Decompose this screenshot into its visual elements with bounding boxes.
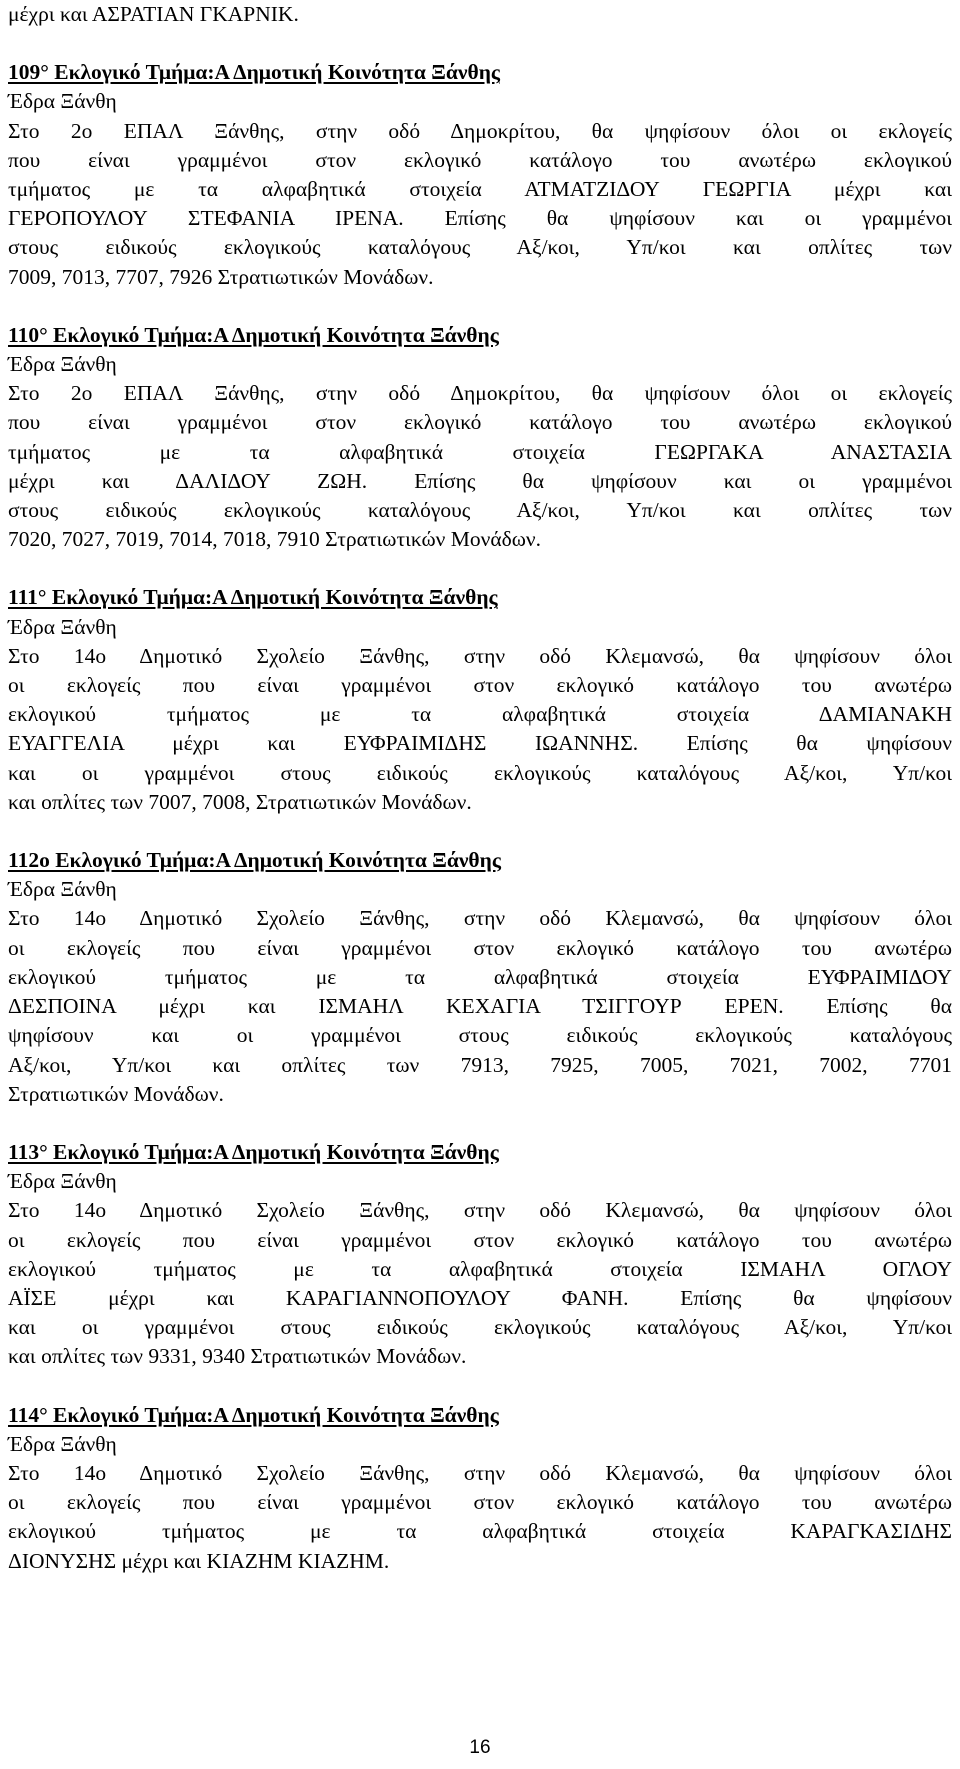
section-body-line: που είναι γραμμένοι στον εκλογικό κατάλογο του ανωτέρω εκλογικού [8, 410, 952, 435]
section-body-line: τμήματος με τα αλφαβητικά στοιχεία ΑΤΜΑΤΖΙΔΟΥ ΓΕΩΡΓΙΑ μέχρι και [8, 177, 952, 202]
section-body-line: οι εκλογείς που είναι γραμμένοι στον εκλογικό κατάλογο του ανωτέρω [8, 935, 952, 960]
section-body-line: Στρατιωτικών Μονάδων. [8, 1081, 224, 1106]
section-body-line: εκλογικού τμήματος με τα αλφαβητικά στοιχεία ΕΥΦΡΑΙΜΙΔΟΥ [8, 964, 952, 989]
section-body-line: 7009, 7013, 7707, 7926 Στρατιωτικών Μονάδων. [8, 264, 434, 289]
section-heading: 113° Εκλογικό Τμήμα:Α Δημοτική Κοινότητα Ξάνθης [8, 1139, 499, 1164]
intro-line: μέχρι και ΑΣΡΑΤΙΑΝ ΓΚΑΡΝΙΚ. [8, 2, 299, 26]
section-body-line: Στο 2ο ΕΠΑΛ Ξάνθης, στην οδό Δημοκρίτου, θα ψηφίσουν όλοι οι εκλογείς [8, 381, 952, 406]
section-body-line: ΔΙΟΝΥΣΗΣ μέχρι και ΚΙΑΖΗΜ ΚΙΑΖΗΜ. [8, 1548, 390, 1573]
section-body-line: και οι γραμμένοι στους ειδικούς εκλογικούς καταλόγους Αξ/κοι, Υπ/κοι [8, 1315, 952, 1340]
section-body-line: ΓΕΡΟΠΟΥΛΟΥ ΣΤΕΦΑΝΙΑ ΙΡΕΝΑ. Επίσης θα ψηφίσουν και οι γραμμένοι [8, 206, 952, 231]
polling-section [8, 846, 952, 1109]
section-heading: 111° Εκλογικό Τμήμα:Α Δημοτική Κοινότητα Ξάνθης [8, 585, 498, 610]
polling-section [8, 583, 952, 817]
polling-section [8, 58, 952, 292]
section-body-line: εκλογικού τμήματος με τα αλφαβητικά στοιχεία ΔΑΜΙΑΝΑΚΗ [8, 702, 952, 727]
section-body-line: στους ειδικούς εκλογικούς καταλόγους Αξ/κοι, Υπ/κοι και οπλίτες των [8, 235, 952, 260]
section-seat: Έδρα Ξάνθη [8, 352, 117, 377]
section-body-line: οι εκλογείς που είναι γραμμένοι στον εκλογικό κατάλογο του ανωτέρω [8, 673, 952, 698]
sections-container [8, 58, 952, 1576]
section-body-line: οι εκλογείς που είναι γραμμένοι στον εκλογικό κατάλογο του ανωτέρω [8, 1490, 952, 1515]
polling-section [8, 321, 952, 555]
section-body-line: 7020, 7027, 7019, 7014, 7018, 7910 Στρατιωτικών Μονάδων. [8, 527, 542, 552]
section-body-line: ΕΥΑΓΓΕΛΙΑ μέχρι και ΕΥΦΡΑΙΜΙΔΗΣ ΙΩΑΝΝΗΣ. Επίσης θα ψηφίσουν [8, 731, 952, 756]
section-heading: 114° Εκλογικό Τμήμα:Α Δημοτική Κοινότητα Ξάνθης [8, 1402, 499, 1427]
section-body-line: τμήματος με τα αλφαβητικά στοιχεία ΓΕΩΡΓΑΚΑ ΑΝΑΣΤΑΣΙΑ [8, 439, 952, 464]
section-body-line: ψηφίσουν και οι γραμμένοι στους ειδικούς εκλογικούς καταλόγους [8, 1023, 952, 1048]
section-body-line: Στο 2ο ΕΠΑΛ Ξάνθης, στην οδό Δημοκρίτου, θα ψηφίσουν όλοι οι εκλογείς [8, 118, 952, 143]
section-body-line: μέχρι και ΔΑΛΙΔΟΥ ΖΩΗ. Επίσης θα ψηφίσουν και οι γραμμένοι [8, 468, 952, 493]
section-body-line: και οι γραμμένοι στους ειδικούς εκλογικούς καταλόγους Αξ/κοι, Υπ/κοι [8, 760, 952, 785]
section-heading: 112ο Εκλογικό Τμήμα:Α Δημοτική Κοινότητα Ξάνθης [8, 848, 501, 873]
section-seat: Έδρα Ξάνθη [8, 1431, 117, 1456]
section-body-line: εκλογικού τμήματος με τα αλφαβητικά στοιχεία ΚΑΡΑΓΚΑΣΙΔΗΣ [8, 1519, 952, 1544]
section-seat: Έδρα Ξάνθη [8, 877, 117, 902]
document-page [8, 0, 952, 1576]
section-heading: 109° Εκλογικό Τμήμα:Α Δημοτική Κοινότητα Ξάνθης [8, 60, 500, 85]
section-seat: Έδρα Ξάνθη [8, 89, 117, 114]
section-body-line: και οπλίτες των 9331, 9340 Στρατιωτικών Μονάδων. [8, 1344, 467, 1369]
section-body-line: Στο 14ο Δημοτικό Σχολείο Ξάνθης, στην οδό Κλεμανσώ, θα ψηφίσουν όλοι [8, 643, 952, 668]
section-body-line: ΑΪΣΕ μέχρι και ΚΑΡΑΓΙΑΝΝΟΠΟΥΛΟΥ ΦΑΝΗ. Επίσης θα ψηφίσουν [8, 1285, 952, 1310]
section-seat: Έδρα Ξάνθη [8, 1169, 117, 1194]
section-body-line: Αξ/κοι, Υπ/κοι και οπλίτες των 7913, 7925, 7005, 7021, 7002, 7701 [8, 1052, 952, 1077]
section-heading: 110° Εκλογικό Τμήμα:Α Δημοτική Κοινότητα Ξάνθης [8, 322, 499, 347]
section-body-line: Στο 14ο Δημοτικό Σχολείο Ξάνθης, στην οδό Κλεμανσώ, θα ψηφίσουν όλοι [8, 1460, 952, 1485]
polling-section [8, 1401, 952, 1576]
section-body-line: ΔΕΣΠΟΙΝΑ μέχρι και ΙΣΜΑΗΛ ΚΕΧΑΓΙΑ ΤΣΙΓΓΟΥΡ ΕΡΕΝ. Επίσης θα [8, 994, 952, 1019]
page-number: 16 [469, 1737, 491, 1758]
polling-section [8, 1138, 952, 1372]
section-body-line: οι εκλογείς που είναι γραμμένοι στον εκλογικό κατάλογο του ανωτέρω [8, 1227, 952, 1252]
section-body-line: στους ειδικούς εκλογικούς καταλόγους Αξ/κοι, Υπ/κοι και οπλίτες των [8, 498, 952, 523]
section-body-line: Στο 14ο Δημοτικό Σχολείο Ξάνθης, στην οδό Κλεμανσώ, θα ψηφίσουν όλοι [8, 906, 952, 931]
section-body-line: Στο 14ο Δημοτικό Σχολείο Ξάνθης, στην οδό Κλεμανσώ, θα ψηφίσουν όλοι [8, 1198, 952, 1223]
section-body-line: εκλογικού τμήματος με τα αλφαβητικά στοιχεία ΙΣΜΑΗΛ ΟΓΛΟΥ [8, 1256, 952, 1281]
section-seat: Έδρα Ξάνθη [8, 614, 117, 639]
section-body-line: που είναι γραμμένοι στον εκλογικό κατάλογο του ανωτέρω εκλογικού [8, 147, 952, 172]
section-body-line: και οπλίτες των 7007, 7008, Στρατιωτικών Μονάδων. [8, 789, 472, 814]
